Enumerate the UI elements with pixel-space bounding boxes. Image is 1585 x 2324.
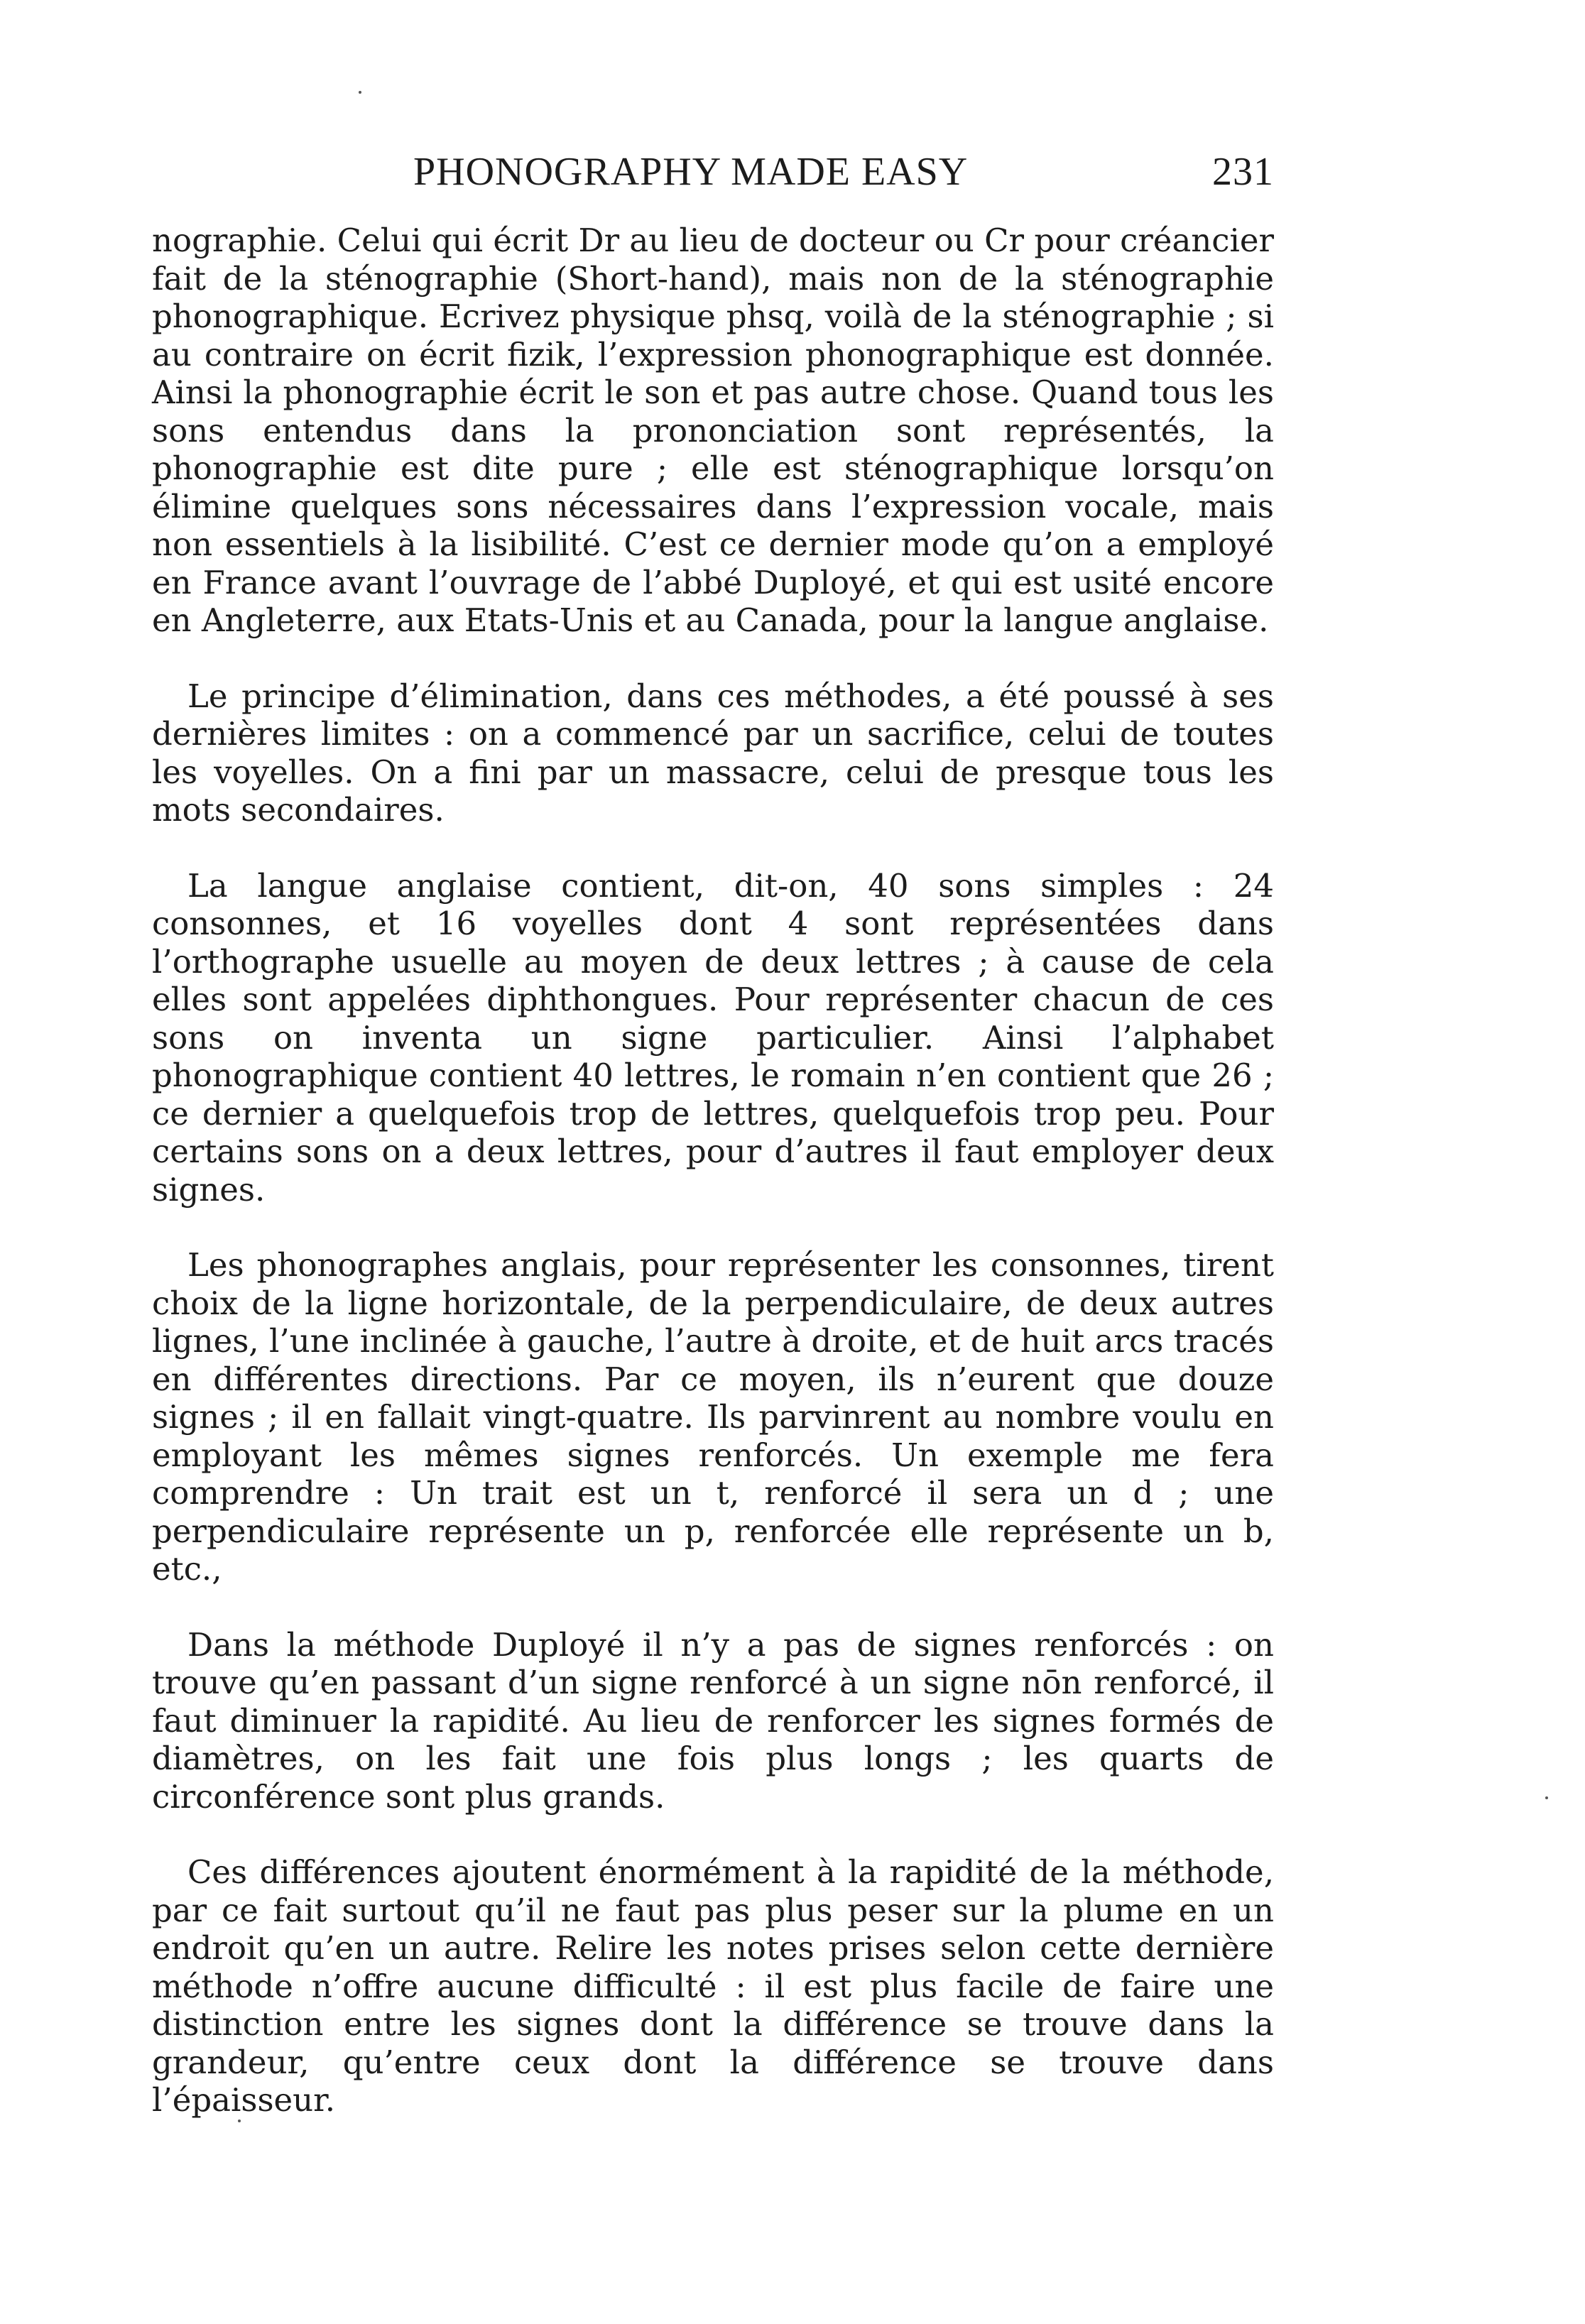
paragraph-2: Le principe d’élimination, dans ces méthodes, a été poussé à ses dernières limites : on a commencé par un sacrifice, celui de toutes les voyelles. On a fini par un massacre, celui de presque tous les mots secondaires. — [152, 677, 1274, 829]
book-page — [152, 149, 1274, 2157]
paragraph-5: Dans la méthode Duployé il n’y a pas de signes renforcés : on trouve qu’en passant d’un signe renforcé à un signe nōn renforcé, il faut diminuer la rapidité. Au lieu de renforcer les signes formés de diamètres, on les fait une fois plus longs ; les quarts de circonférence sont plus grands. — [152, 1625, 1274, 1816]
paragraph-6: Ces différences ajoutent énormément à la rapidité de la méthode, par ce fait surtout qu’il ne faut pas plus peser sur la plume en un endroit qu’en un autre. Relire les notes prises selon cette dernière méthode n’offre aucune difficulté : il est plus facile de faire une distinction entre les signes dont la différence se trouve dans la grandeur, qu’entre ceux dont la différence se trouve dans l’épaisseur. — [152, 1853, 1274, 2119]
page-number: 231 — [1212, 150, 1274, 194]
page-speck — [1545, 1796, 1548, 1799]
body-text — [152, 222, 1274, 2120]
page-header — [152, 149, 1274, 206]
paragraph-1: nographie. Celui qui écrit Dr au lieu de docteur ou Cr pour créancier fait de la sténographie (Short-hand), mais non de la sténographie phonographique. Ecrivez physique phsq, voilà de la sténographie ; si au contraire on écrit fizik, l’expression phonographique est donnée. Ainsi la phonographie écrit le son et pas autre chose. Quand tous les sons entendus dans la prononciation sont représentés, la phonographie est dite pure ; elle est sténographique lorsqu’on élimine quelques sons nécessaires dans l’expression vocale, mais non essentiels à la lisibilité. C’est ce dernier mode qu’on a employé en France avant l’ouvrage de l’abbé Duployé, et qui est usité encore en Angleterre, aux Etats-Unis et au Canada, pour la langue anglaise. — [152, 222, 1274, 639]
running-title: PHONOGRAPHY MADE EASY — [413, 150, 969, 194]
page-speck — [359, 91, 361, 94]
paragraph-3: La langue anglaise contient, dit-on, 40 sons simples : 24 consonnes, et 16 voyelles dont 4 sont représentées dans l’orthographe usuelle au moyen de deux lettres ; à cause de cela elles sont appelées diphthongues. Pour représenter chacun de ces sons on inventa un signe particulier. Ainsi l’alphabet phonographique contient 40 lettres, le romain n’en contient que 26 ; ce dernier a quelquefois trop de lettres, quelquefois trop peu. Pour certains sons on a deux lettres, pour d’autres il faut employer deux signes. — [152, 866, 1274, 1209]
paragraph-4: Les phonographes anglais, pour représenter les consonnes, tirent choix de la ligne horizontale, de la perpendiculaire, de deux autres lignes, l’une inclinée à gauche, l’autre à droite, et de huit arcs tracés en différentes directions. Par ce moyen, ils n’eurent que douze signes ; il en fallait vingt-quatre. Ils parvinrent au nombre voulu en employant les mêmes signes renforcés. Un exemple me fera comprendre : Un trait est un t, renforcé il sera un d ; une perpendiculaire représente un p, renforcée elle représente un b, etc., — [152, 1246, 1274, 1588]
